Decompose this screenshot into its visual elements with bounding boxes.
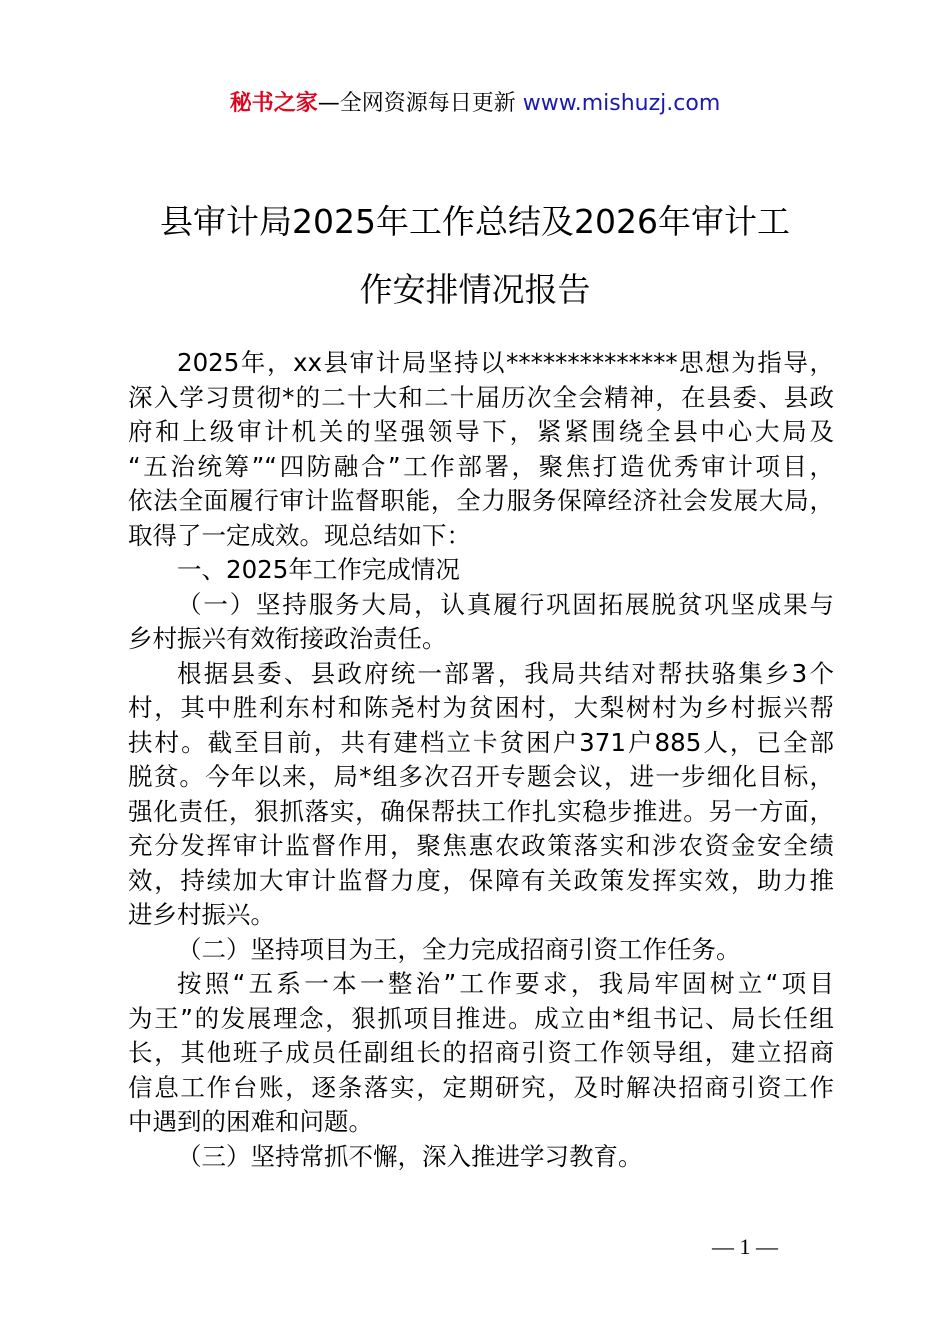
title-line-2: 作安排情况报告 — [359, 270, 591, 309]
site-brand: 秘书之家 — [229, 91, 318, 116]
body-line: 取得了一定成效。现总结如下： — [128, 520, 471, 550]
body-line: 扶村。截至目前，共有建档立卡贫困户371户885人，已全部 — [128, 727, 834, 757]
body-line: 府和上级审计机关的坚强领导下，紧紧围绕全县中心大局及 — [128, 417, 834, 446]
body-line: 长，其他班子成员任副组长的招商引资工作领导组，建立招商 — [128, 1038, 834, 1067]
body-line: 2025年，xx县审计局坚持以**************思想为指导， — [177, 348, 834, 377]
subsection-heading-cont: 乡村振兴有效衔接政治责任。 — [128, 624, 447, 653]
body-line: 依法全面履行审计监督职能，全力服务保障经济社会发展大局， — [128, 486, 834, 515]
page-number: — 1 — — [712, 1234, 778, 1259]
body-line: 为王”的发展理念，狠抓项目推进。成立由*组书记、局长任组 — [128, 1003, 834, 1033]
body-line: 强化责任，狠抓落实，确保帮扶工作扎实稳步推进。另一方面， — [128, 796, 834, 826]
body-line: 村，其中胜利东村和陈尧村为贫困村，大梨树村为乡村振兴帮 — [128, 693, 834, 722]
body-line: 按照“五系一本一整治”工作要求，我局牢固树立“项目 — [177, 969, 834, 998]
body-line: 充分发挥审计监督作用，聚焦惠农政策落实和涉农资金安全绩 — [128, 831, 834, 860]
document-title — [100, 188, 850, 324]
site-tagline: —全网资源每日更新 — [317, 91, 523, 116]
subsection-heading: （一）坚持服务大局，认真履行巩固拓展脱贫巩坚成果与 — [177, 589, 834, 619]
subsection-heading: （二）坚持项目为王，全力完成招商引资工作任务。 — [177, 934, 741, 964]
body-line: 中遇到的困难和问题。 — [128, 1107, 373, 1136]
body-line: 进乡村振兴。 — [128, 900, 275, 929]
title-line-1: 县审计局2025年工作总结及2026年审计工 — [160, 202, 790, 241]
document-body — [128, 346, 834, 1174]
body-line: 根据县委、县政府统一部署，我局共结对帮扶骆集乡3个 — [177, 658, 834, 688]
body-line: 深入学习贯彻*的二十大和二十届历次全会精神，在县委、县政 — [128, 382, 834, 412]
section-heading: 一、2025年工作完成情况 — [177, 555, 460, 584]
body-line: 效，持续加大审计监督力度，保障有关政策发挥实效，助力推 — [128, 865, 834, 895]
subsection-heading: （三）坚持常抓不懈，深入推进学习教育。 — [177, 1141, 643, 1171]
body-line: 信息工作台账，逐条落实，定期研究，及时解决招商引资工作 — [128, 1072, 834, 1102]
body-line: “五治统筹”“四防融合”工作部署，聚焦打造优秀审计项目， — [128, 451, 834, 481]
site-url-link[interactable]: www.mishuzj.com — [522, 91, 721, 116]
site-header — [0, 88, 950, 120]
body-line: 脱贫。今年以来，局*组多次召开专题会议，进一步细化目标， — [128, 762, 834, 791]
